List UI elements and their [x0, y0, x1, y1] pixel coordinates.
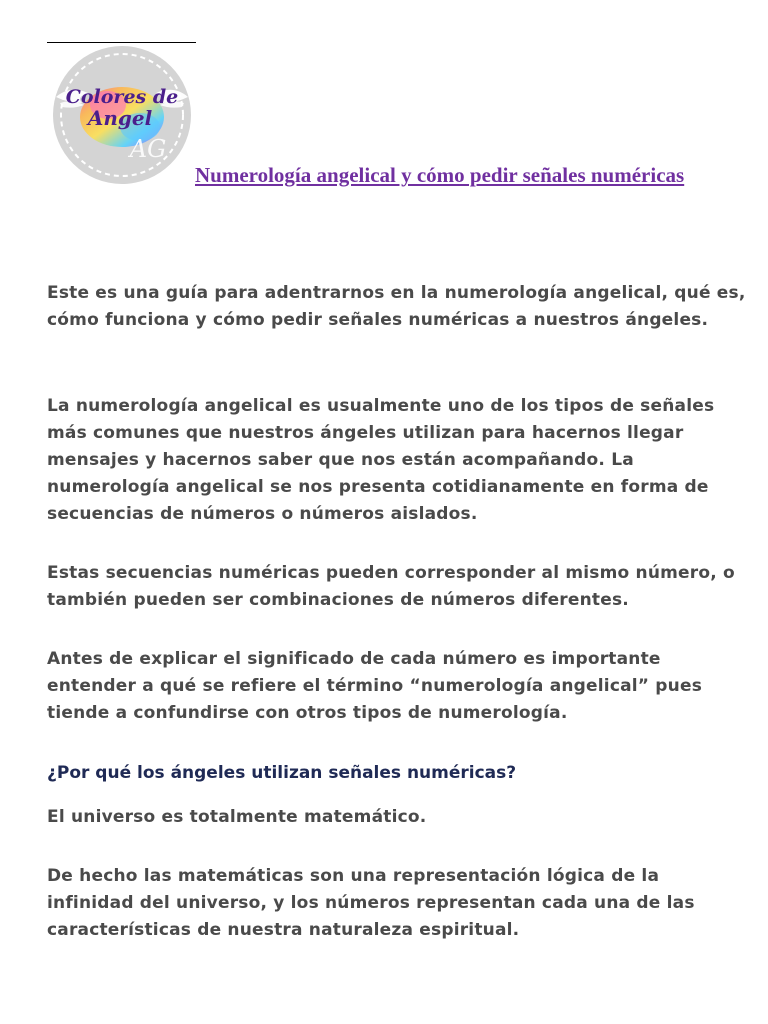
- section-paragraph-2: De hecho las matemáticas son una representación lógica de la infinidad del universo, y los números representan cada una de las características de nuestra naturaleza espiritual.: [47, 866, 695, 940]
- logo-line1: Colores de: [65, 86, 179, 108]
- sequences-paragraph: Estas secuencias numéricas pueden corresponder al mismo número, o también pueden ser combinaciones de números diferentes.: [47, 563, 735, 610]
- section-heading: ¿Por qué los ángeles utilizan señales numéricas?: [47, 763, 517, 783]
- title-link[interactable]: Numerología angelical y cómo pedir señales numéricas: [195, 163, 685, 187]
- logo-monogram: AG: [129, 135, 167, 163]
- top-rule: [47, 42, 196, 43]
- page-title: [47, 160, 747, 190]
- logo-line2: Angel: [87, 106, 153, 130]
- section-paragraph-1: El universo es totalmente matemático.: [47, 807, 427, 827]
- intro-paragraph: Este es una guía para adentrarnos en la numerología angelical, qué es, cómo funciona y cómo pedir señales numéricas a nuestros ángeles.: [47, 283, 746, 330]
- definition-paragraph: La numerología angelical es usualmente uno de los tipos de señales más comunes que nuestros ángeles utilizan para hacernos llegar mensajes y hacernos saber que nos están acompañando. La numerología angelical se nos presenta cotidianamente en forma de secuencias de números o números aislados.: [47, 396, 715, 524]
- clarification-paragraph: Antes de explicar el significado de cada número es importante entender a qué se refiere el término “numerología angelical” pues tiende a confundirse con otros tipos de numerología.: [47, 649, 703, 723]
